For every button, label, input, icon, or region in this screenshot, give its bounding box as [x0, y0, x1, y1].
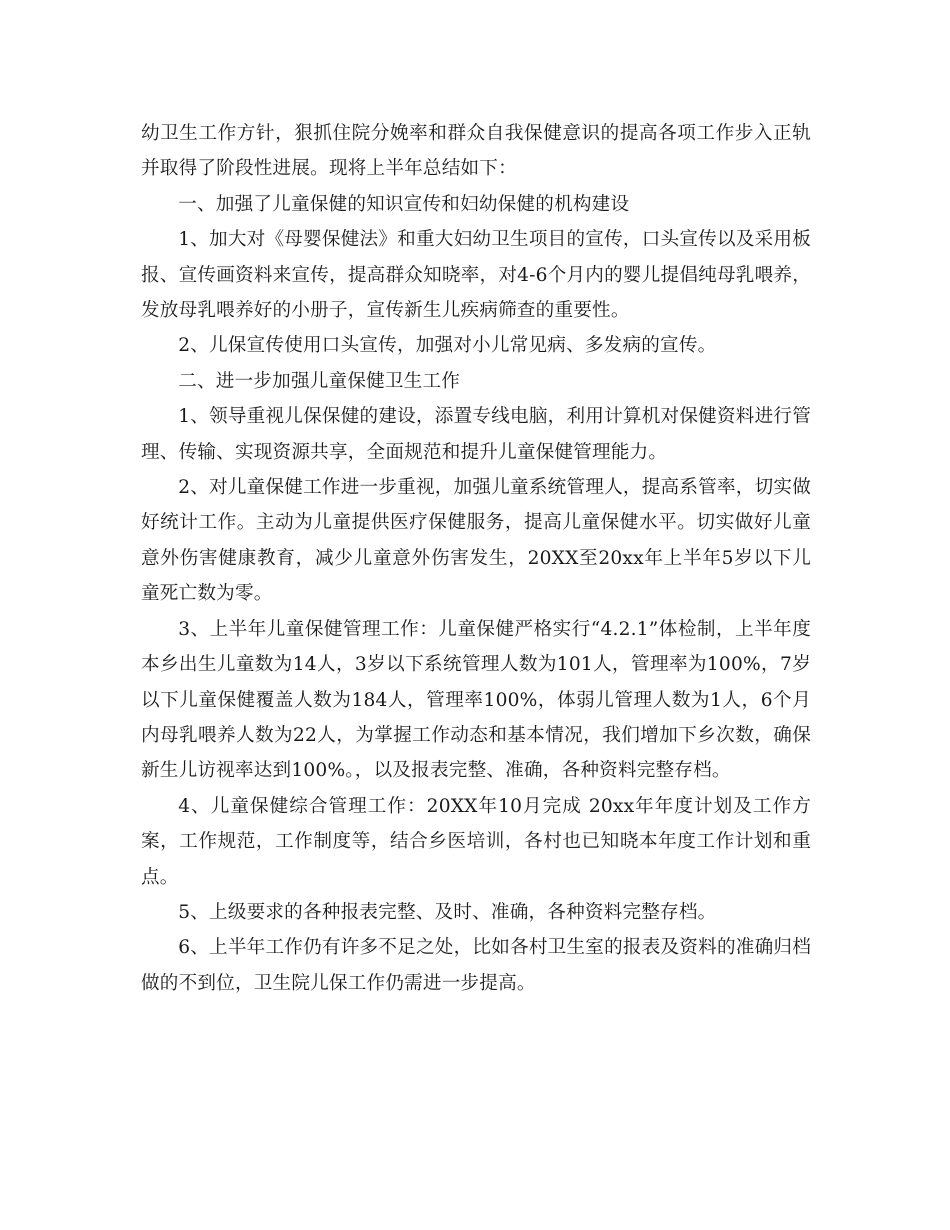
document-body — [141, 116, 811, 1001]
paragraph-continuation: 幼卫生工作方针，狠抓住院分娩率和群众自我保健意识的提高各项工作步入正轨并取得了阶段性进展。现将上半年总结如下： — [141, 123, 811, 180]
paragraph: 3、上半年儿童保健管理工作：儿童保健严格实行“4.2.1”体检制，上半年度本乡出生儿童数为14人，3岁以下系统管理人数为101人，管理率为100%，7岁以下儿童保健覆盖人数为184人，管理率100%，体弱儿管理人数为1人，6个月内母乳喂养人数为22人，为掌握工作动态和基本情况，我们增加下乡次数，确保新生儿访视率达到100%。，以及报表完整、准确，各种资料完整存档。 — [141, 618, 811, 782]
paragraph: 2、对儿童保健工作进一步重视，加强儿童系统管理人，提高系管率，切实做好统计工作。主动为儿童提供医疗保健服务，提高儿童保健水平。切实做好儿童意外伤害健康教育，减少儿童意外伤害发生，20XX至20xx年上半年5岁以下儿童死亡数为零。 — [141, 477, 811, 605]
paragraph: 1、领导重视儿保保健的建设，添置专线电脑，利用计算机对保健资料进行管理、传输、实现资源共享，全面规范和提升儿童保健管理能力。 — [141, 406, 811, 463]
paragraph: 2、儿保宣传使用口头宣传，加强对小儿常见病、多发病的宣传。 — [178, 335, 717, 357]
paragraph: 1、加大对《母婴保健法》和重大妇幼卫生项目的宣传，口头宣传以及采用板报、宣传画资料来宣传，提高群众知晓率，对4-6个月内的婴儿提倡纯母乳喂养，发放母乳喂养好的小册子，宣传新生儿疾病筛查的重要性。 — [141, 229, 811, 322]
paragraph: 6、上半年工作仍有许多不足之处，比如各村卫生室的报表及资料的准确归档做的不到位，卫生院儿保工作仍需进一步提高。 — [141, 937, 811, 994]
paragraph: 4、儿童保健综合管理工作：20XX年10月完成 20xx年年度计划及工作方案，工作规范，工作制度等，结合乡医培训，各村也已知晓本年度工作计划和重点。 — [141, 795, 811, 888]
paragraph: 5、上级要求的各种报表完整、及时、准确，各种资料完整存档。 — [178, 901, 717, 923]
section-heading-1: 一、加强了儿童保健的知识宣传和妇幼保健的机构建设 — [178, 193, 630, 215]
section-heading-2: 二、进一步加强儿童保健卫生工作 — [178, 370, 461, 392]
